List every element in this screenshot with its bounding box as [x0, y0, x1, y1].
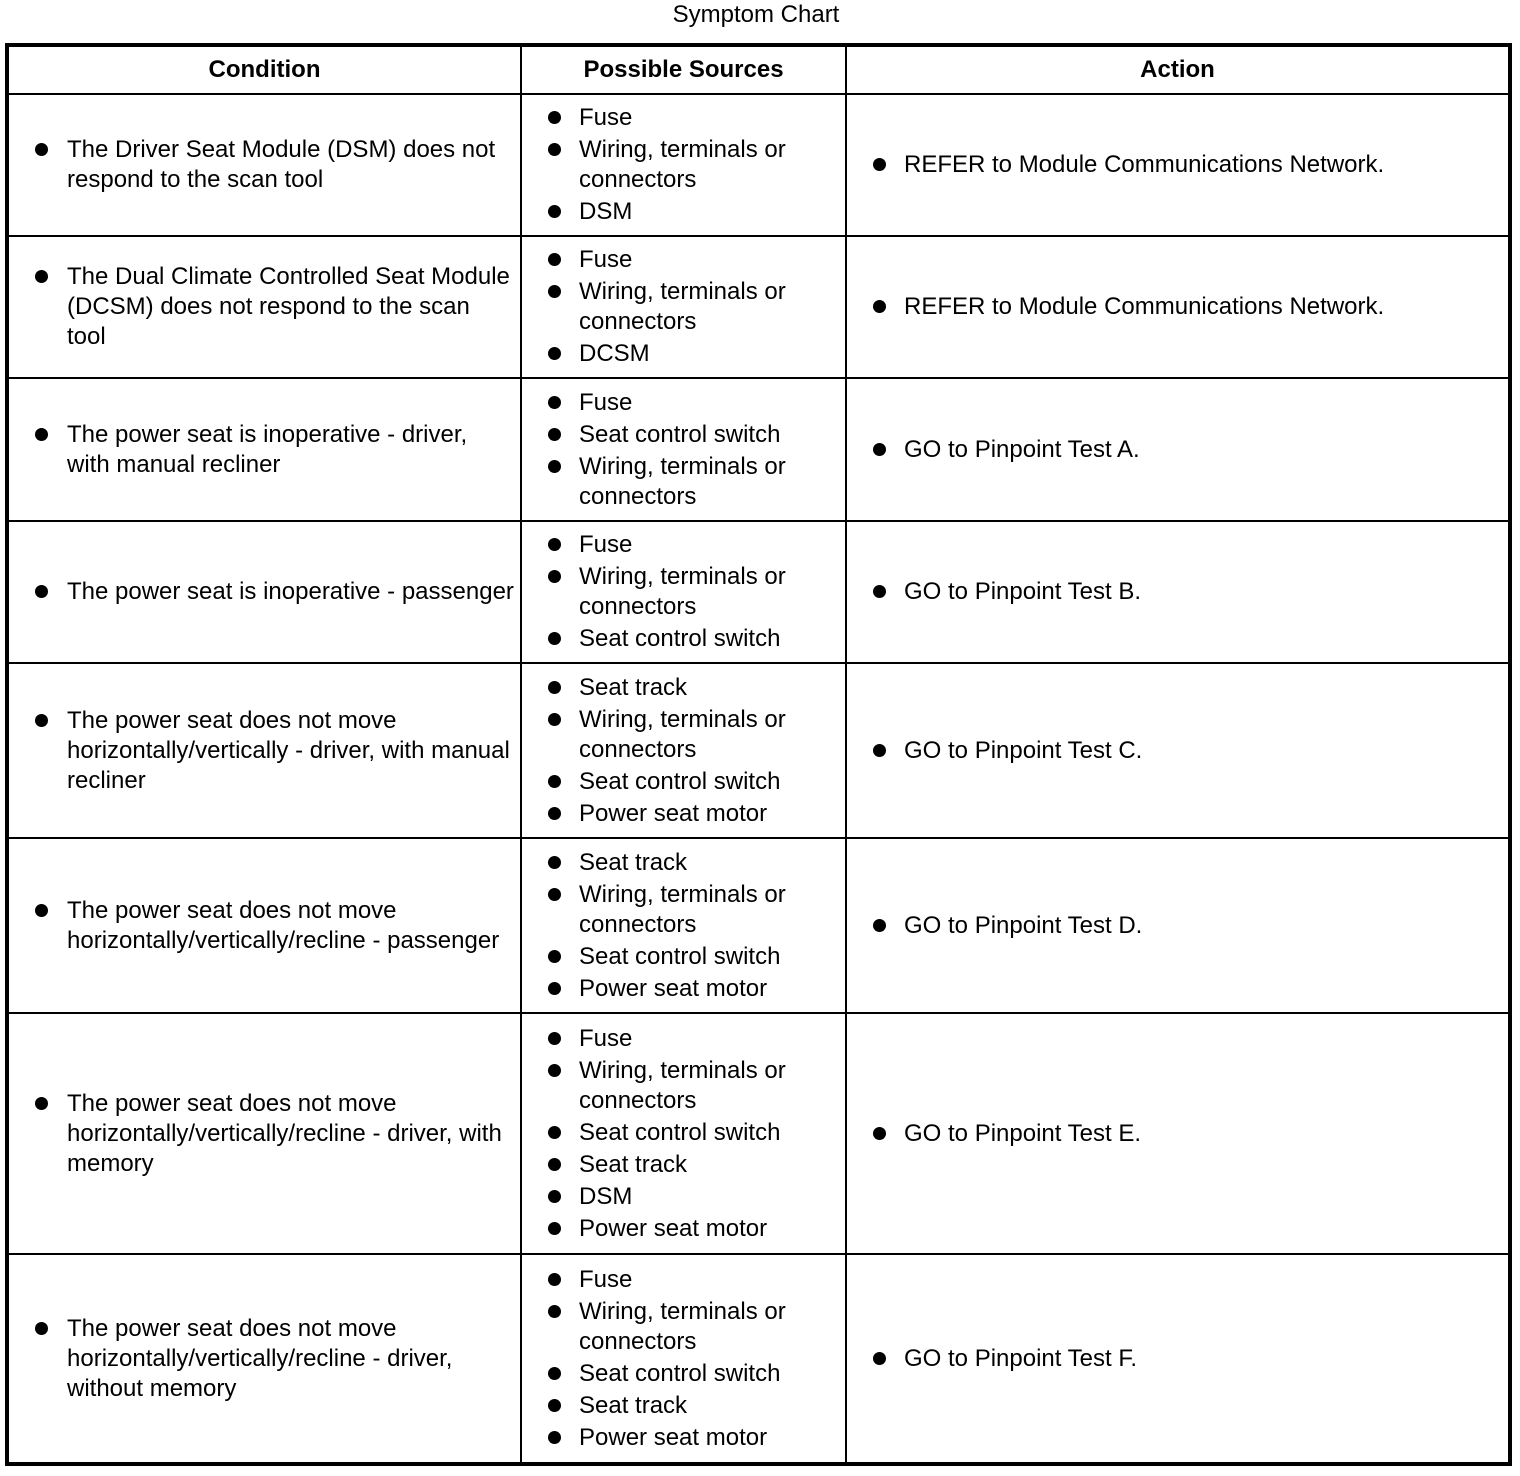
condition-text: The Driver Seat Module (DSM) does not respond to the scan tool [9, 135, 520, 195]
sources-cell [521, 378, 846, 521]
condition-cell [7, 378, 521, 521]
action-text: REFER to Module Communications Network. [847, 150, 1508, 180]
source-item: DSM [522, 1182, 845, 1212]
source-item: Fuse [522, 103, 845, 133]
condition-text: The power seat does not move horizontally/vertically/recline - driver, without memory [9, 1314, 520, 1404]
table-row [7, 236, 1510, 378]
table-row [7, 663, 1510, 838]
source-item: Seat control switch [522, 767, 845, 797]
source-item: Power seat motor [522, 974, 845, 1004]
action-cell [846, 663, 1510, 838]
condition-text: The power seat is inoperative - passenger [9, 577, 520, 607]
table-row [7, 521, 1510, 663]
condition-text: The power seat does not move horizontally/vertically - driver, with manual recliner [9, 706, 520, 796]
table-row [7, 1013, 1510, 1254]
action-cell [846, 1013, 1510, 1254]
sources-cell [521, 236, 846, 378]
source-item: Wiring, terminals or connectors [522, 277, 845, 337]
sources-cell [521, 1013, 846, 1254]
header-possible-sources: Possible Sources [521, 45, 846, 94]
sources-cell [521, 663, 846, 838]
source-item: Fuse [522, 388, 845, 418]
action-text: GO to Pinpoint Test F. [847, 1344, 1508, 1374]
action-cell [846, 838, 1510, 1013]
symptom-chart-table [5, 43, 1512, 1466]
source-item: Seat control switch [522, 420, 845, 450]
source-item: Seat track [522, 1391, 845, 1421]
source-item: Seat control switch [522, 942, 845, 972]
source-item: Seat track [522, 1150, 845, 1180]
action-cell [846, 521, 1510, 663]
source-item: Seat control switch [522, 1359, 845, 1389]
condition-cell [7, 236, 521, 378]
action-text: GO to Pinpoint Test C. [847, 736, 1508, 766]
condition-text: The power seat is inoperative - driver, with manual recliner [9, 420, 520, 480]
action-cell [846, 1254, 1510, 1464]
source-item: Wiring, terminals or connectors [522, 135, 845, 195]
source-item: Seat track [522, 673, 845, 703]
source-item: Wiring, terminals or connectors [522, 452, 845, 512]
condition-cell [7, 1013, 521, 1254]
source-item: DSM [522, 197, 845, 227]
table-row [7, 378, 1510, 521]
source-item: Seat control switch [522, 624, 845, 654]
action-cell [846, 94, 1510, 236]
source-item: Seat control switch [522, 1118, 845, 1148]
source-item: Wiring, terminals or connectors [522, 880, 845, 940]
sources-cell [521, 1254, 846, 1464]
table-row [7, 1254, 1510, 1464]
source-item: Power seat motor [522, 1423, 845, 1453]
table-header-row [7, 45, 1510, 94]
header-action: Action [846, 45, 1510, 94]
action-text: GO to Pinpoint Test A. [847, 435, 1508, 465]
page-title: Symptom Chart [672, 1, 840, 28]
condition-cell [7, 521, 521, 663]
condition-cell [7, 94, 521, 236]
condition-text: The power seat does not move horizontally/vertically/recline - passenger [9, 896, 520, 956]
sources-cell [521, 521, 846, 663]
source-item: Wiring, terminals or connectors [522, 562, 845, 622]
source-item: Power seat motor [522, 799, 845, 829]
action-text: REFER to Module Communications Network. [847, 292, 1508, 322]
source-item: Power seat motor [522, 1214, 845, 1244]
source-item: DCSM [522, 339, 845, 369]
source-item: Fuse [522, 245, 845, 275]
condition-text: The Dual Climate Controlled Seat Module (DCSM) does not respond to the scan tool [9, 262, 520, 352]
condition-cell [7, 663, 521, 838]
table-row [7, 94, 1510, 236]
source-item: Fuse [522, 1024, 845, 1054]
table-row [7, 838, 1510, 1013]
sources-cell [521, 94, 846, 236]
action-text: GO to Pinpoint Test D. [847, 911, 1508, 941]
sources-cell [521, 838, 846, 1013]
source-item: Fuse [522, 1265, 845, 1295]
condition-cell [7, 1254, 521, 1464]
source-item: Fuse [522, 530, 845, 560]
condition-cell [7, 838, 521, 1013]
condition-text: The power seat does not move horizontally/vertically/recline - driver, with memory [9, 1089, 520, 1179]
source-item: Seat track [522, 848, 845, 878]
action-cell [846, 378, 1510, 521]
header-condition: Condition [7, 45, 521, 94]
action-cell [846, 236, 1510, 378]
source-item: Wiring, terminals or connectors [522, 1297, 845, 1357]
source-item: Wiring, terminals or connectors [522, 1056, 845, 1116]
action-text: GO to Pinpoint Test B. [847, 577, 1508, 607]
action-text: GO to Pinpoint Test E. [847, 1119, 1508, 1149]
source-item: Wiring, terminals or connectors [522, 705, 845, 765]
